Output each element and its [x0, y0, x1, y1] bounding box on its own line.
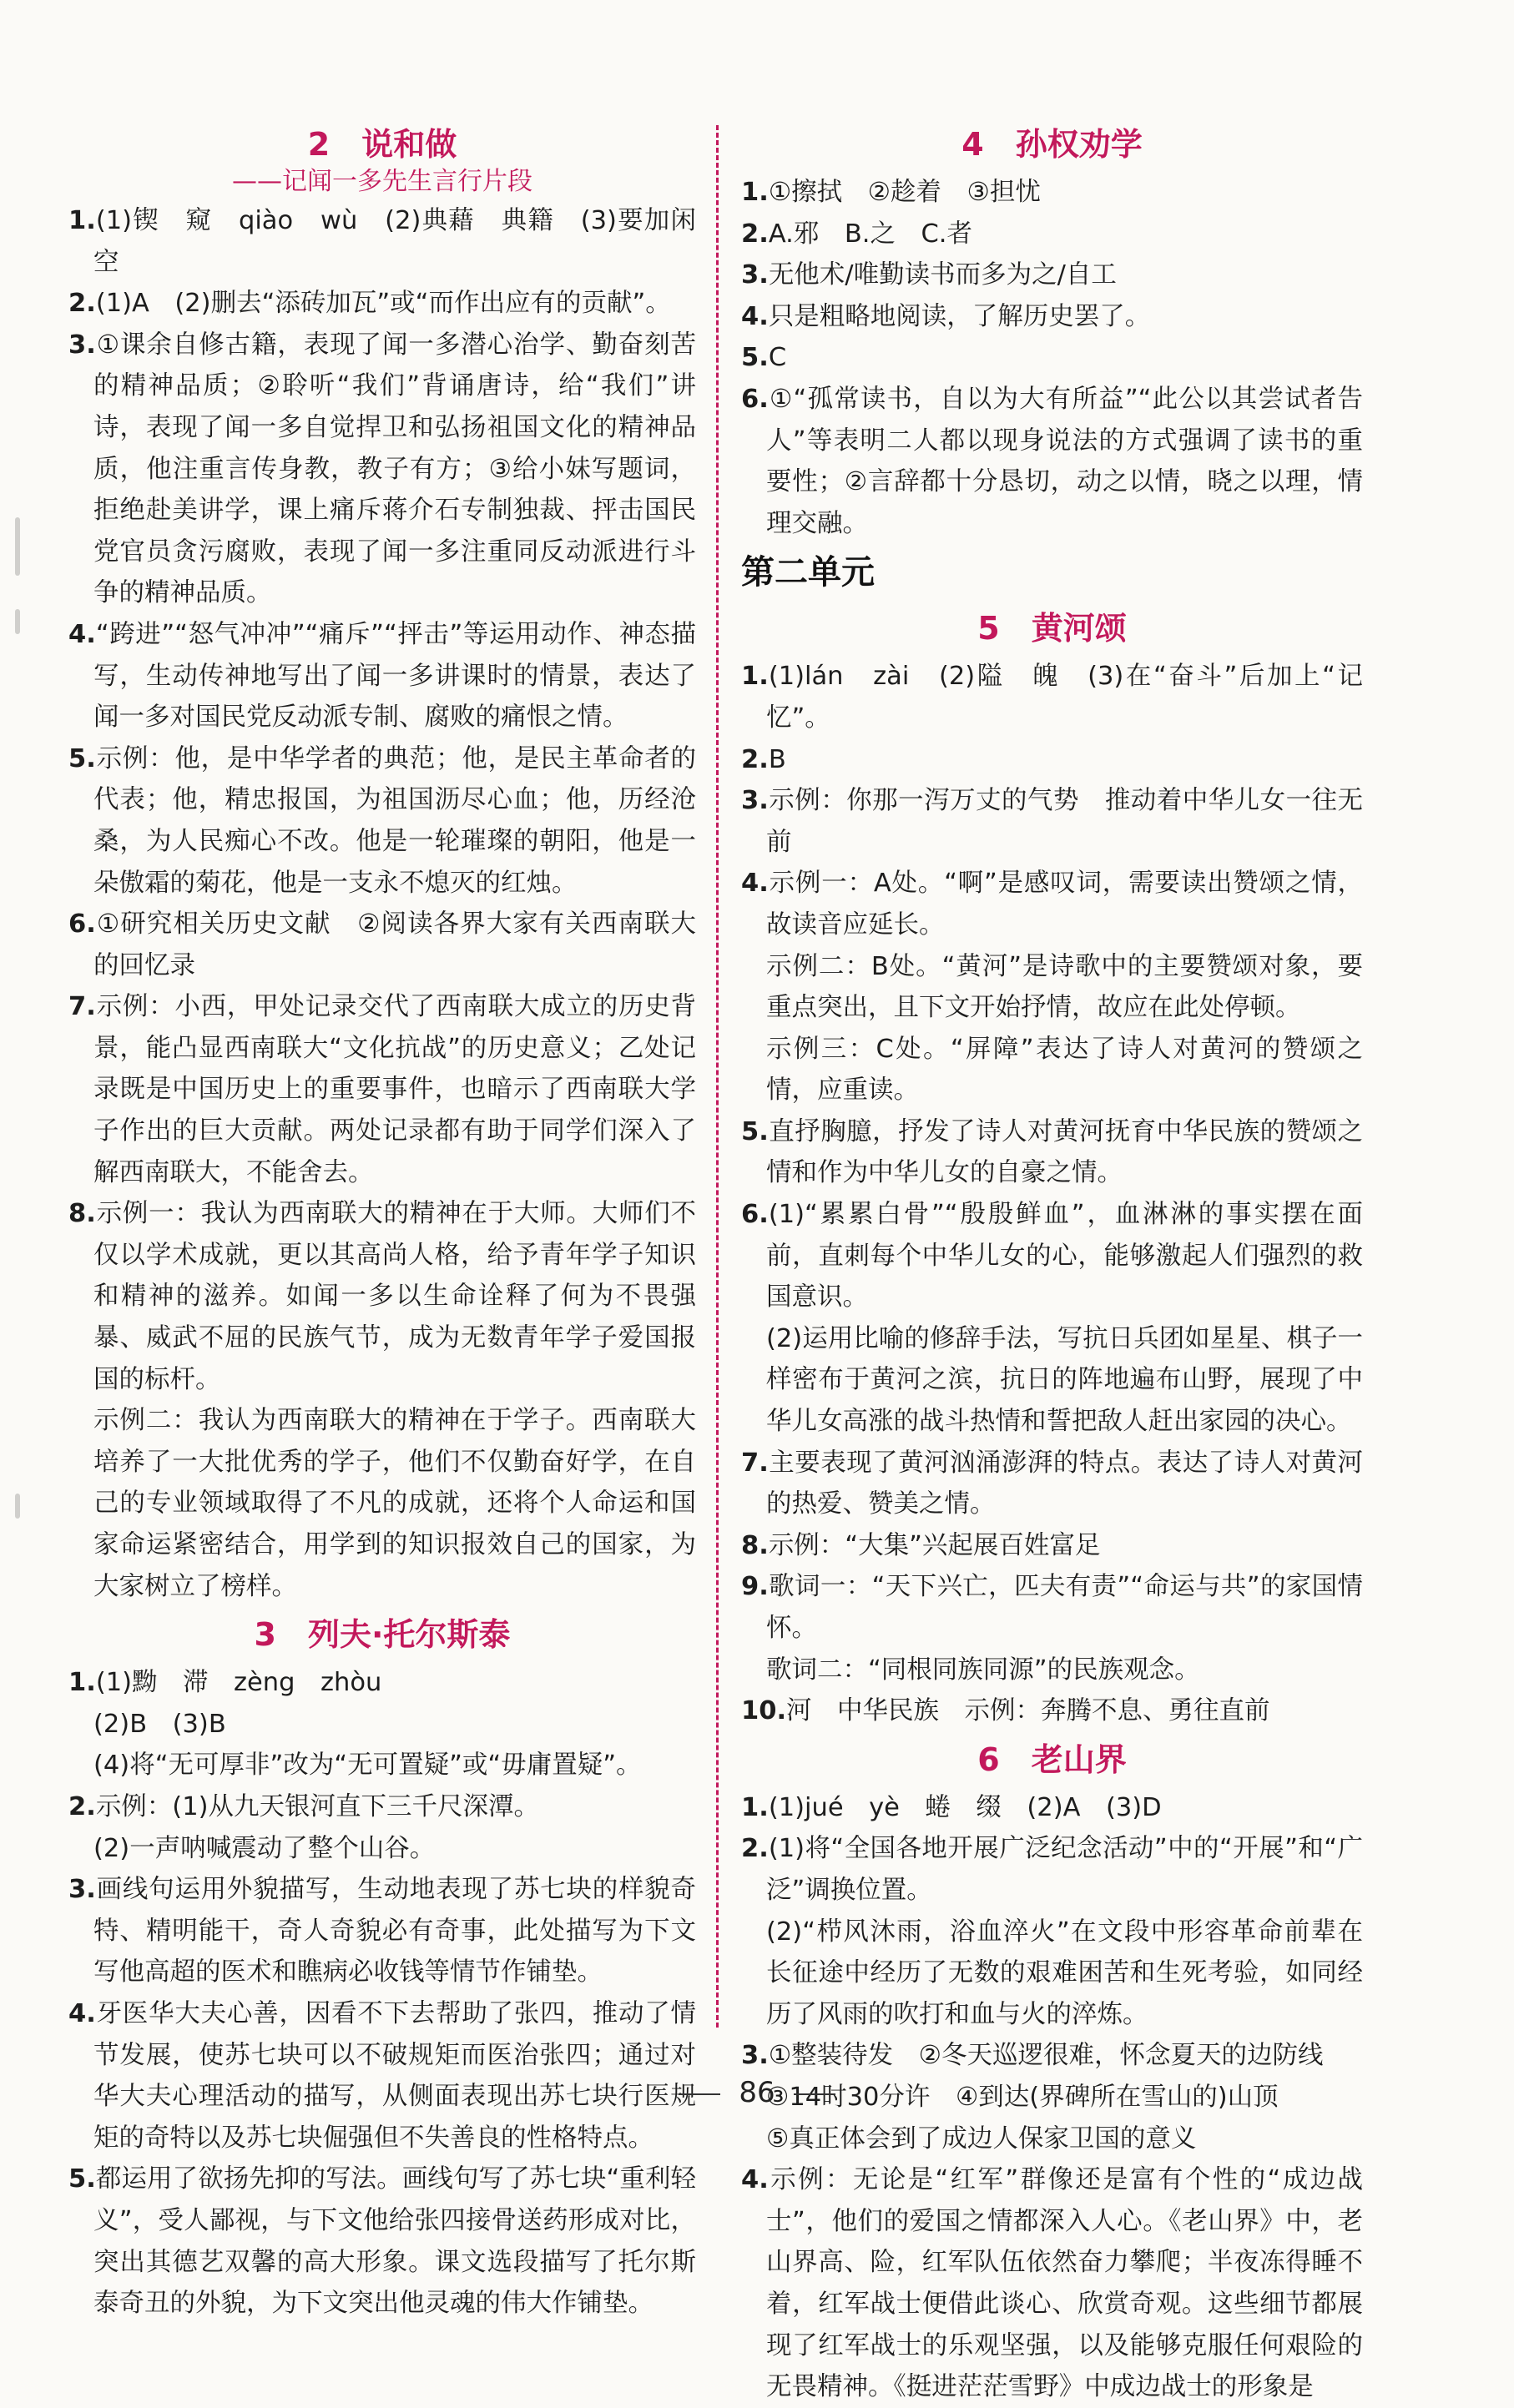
item-number: 9. [741, 1572, 769, 1602]
item-text: ①课余自修古籍，表现了闻一多潜心治学、勤奋刻苦的精神品质；②聆听“我们”背诵唐诗，给“我们”讲诗，表现了闻一多自觉捍卫和弘扬祖国文化的精神品质，他注重言传身教，教子有方；③给小妹写题词，拒绝赴美讲学，课上痛斥蒋介石专制独裁、抨击国民党官员贪污腐败，表现了闻一多注重同反动派进行斗争的精神品质。 [93, 330, 696, 608]
answer-item [741, 1443, 1363, 1525]
item-number: 8. [741, 1530, 769, 1560]
answer-item [741, 1525, 1363, 1567]
lesson-number: 2 [307, 126, 331, 163]
answer-item [68, 986, 696, 1193]
item-number: 2. [741, 1834, 769, 1864]
answer-item [741, 1828, 1363, 1911]
right-column [741, 117, 1363, 2408]
item-number: 8. [68, 1199, 96, 1229]
item-text: 示例：你那一泻万丈的气势 推动着中华儿女一往无前 [766, 786, 1363, 857]
item-text: 示例一：我认为西南联大的精神在于大师。大师们不仅以学术成就，更以其高尚人格，给予青年学子知识和精神的滋养。如闻一多以生命诠释了何为不畏强暴、威武不屈的民族气节，成为无数青年学子爱国报国的标杆。 [93, 1199, 696, 1394]
answer-item [741, 337, 1363, 379]
item-number: 3. [68, 330, 96, 360]
item-text: 无他术/唯勤读书而多为之/自工 [768, 260, 1117, 290]
item-number: 3. [741, 2041, 769, 2071]
item-text: 直抒胸臆，抒发了诗人对黄河抚育中华民族的赞颂之情和作为中华儿女的自豪之情。 [766, 1116, 1363, 1188]
page-dash [794, 2093, 835, 2095]
item-text: 示例：无论是“红军”群像还是富有个性的“成边战士”，他们的爱国之情都深入人心。《老山界》中，老山界高、险，红军队伍依然奋力攀爬；半夜冻得睡不着，红军战士便借此谈心、欣赏奇观。这些细节都展现了红军战士的乐观坚强，以及能够克服任何艰险的无畏精神。《挺进茫茫雪野》中成边战士的形象是 [766, 2165, 1363, 2402]
answer-continuation: (2)运用比喻的修辞手法，写抗日兵团如星星、棋子一样密布于黄河之滨，抗日的阵地遍布山野，展现了中华儿女高涨的战斗热情和誓把敌人赶出家园的决心。 [766, 1323, 1363, 1437]
page-dash [679, 2093, 720, 2095]
page-number-text: 86 [739, 2076, 775, 2109]
item-text: 只是粗略地阅读，了解历史罢了。 [768, 301, 1151, 331]
item-number: 2. [68, 289, 96, 319]
column-divider [716, 125, 719, 2028]
item-text: ①研究相关历史文献 ②阅读各界大家有关西南联大的回忆录 [93, 909, 696, 980]
lesson-name: 老山界 [1031, 1741, 1127, 1778]
answer-list [741, 656, 1363, 1731]
answer-item [741, 863, 1363, 945]
lesson-name: 孙权劝学 [1015, 126, 1143, 163]
answer-continuation: (2)一声呐喊震动了整个山谷。 [93, 1833, 436, 1863]
answer-item [741, 1787, 1363, 1829]
item-text: ①擦拭 ②趁着 ③担忧 [768, 178, 1041, 207]
item-text: 示例：他，是中华学者的典范；他，是民主革命者的代表；他，精忠报国，为祖国沥尽心血；他，历经沧桑，为人民痴心不改。他是一轮璀璨的朝阳，他是一朵傲霜的菊花，他是一支永不熄灭的红烛。 [93, 743, 696, 898]
answer-item [741, 1566, 1363, 1649]
lesson-name: 列夫·托尔斯泰 [308, 1616, 511, 1654]
item-number: 7. [68, 992, 96, 1022]
item-text: 河 中华民族 示例：奔腾不息、勇往直前 [786, 1696, 1270, 1726]
answer-continuation: ③14时30分许 ④到达(界碑所在雪山的)山顶 [766, 2082, 1279, 2112]
answer-continuation: (2)B (3)B [93, 1709, 226, 1739]
item-text: (1)锲 窥 qiào wù (2)典藉 典籍 (3)要加闲空 [93, 206, 696, 277]
item-number: 4. [741, 2165, 769, 2195]
answer-item [68, 1786, 696, 1828]
lesson-number: 3 [254, 1616, 276, 1654]
answer-item [741, 254, 1363, 296]
item-number: 5. [68, 743, 96, 773]
item-number: 4. [741, 869, 769, 899]
item-number: 2. [741, 219, 769, 249]
lesson-title [741, 1732, 1363, 1787]
item-text: ①整装待发 ②冬天巡逻很难，怀念夏天的边防线 [768, 2041, 1324, 2071]
item-number: 1. [741, 662, 769, 692]
item-text: “跨进”“怒气冲冲”“痛斥”“抨击”等运用动作、神态描写，生动传神地写出了闻一多讲课时的情景，表达了闻一多对国民党反动派专制、腐败的痛恨之情。 [93, 619, 696, 733]
item-number: 4. [68, 1998, 96, 2028]
answer-item [741, 1690, 1363, 1732]
scan-mark [15, 609, 20, 634]
item-number: 2. [741, 744, 769, 774]
lesson-name: 黄河颂 [1031, 610, 1127, 647]
answer-item [741, 379, 1363, 544]
page-number [0, 2076, 1514, 2109]
answer-item [741, 296, 1363, 338]
item-number: 6. [68, 909, 96, 940]
answer-continuation: 示例二：B处。“黄河”是诗歌中的主要赞颂对象，要重点突出，且下文开始抒情，故应在此处停顿。 [766, 951, 1363, 1023]
item-text: 画线句运用外貌描写，生动地表现了苏七块的样貌奇特、精明能干，奇人奇貌必有奇事，此处描写为下文写他高超的医术和瞧病必收钱等情节作铺垫。 [93, 1875, 696, 1987]
lesson-title [741, 601, 1363, 656]
answer-item [68, 283, 696, 325]
lesson-subtitle: ——记闻一多先生言行片段 [232, 167, 532, 196]
item-text: A.邪 B.之 C.者 [768, 219, 972, 249]
answer-continuation: 示例三：C处。“屏障”表达了诗人对黄河的赞颂之情，应重读。 [766, 1034, 1363, 1106]
lesson-title [741, 117, 1363, 172]
answer-item [741, 172, 1363, 214]
answer-item [741, 1111, 1363, 1194]
answer-continuation: (2)“栉风沐雨，浴血淬火”在文段中形容革命前辈在长征途中经历了无数的艰难困苦和生死考验，如同经历了风雨的吹打和血与火的淬炼。 [766, 1917, 1363, 2029]
lesson-name: 说和做 [361, 126, 457, 163]
item-number: 6. [741, 1200, 769, 1230]
item-text: (1)A (2)删去“添砖加瓦”或“而作出应有的贡献”。 [95, 289, 671, 319]
answer-item [68, 614, 696, 738]
item-number: 1. [68, 1668, 96, 1698]
item-text: 示例：“大集”兴起展百姓富足 [768, 1530, 1101, 1560]
answer-item [741, 214, 1363, 255]
item-text: (1)“累累白骨”“殷殷鲜血”，血淋淋的事实摆在面前，直刺每个中华儿女的心，能够激起人们强烈的救国意识。 [766, 1200, 1363, 1312]
answer-continuation: 歌词二：“同根同族同源”的民族观念。 [766, 1655, 1200, 1685]
lesson-number: 6 [977, 1741, 1000, 1778]
item-text: 都运用了欲扬先抑的写法。画线句写了苏七块“重利轻义”，受人鄙视，与下文他给张四接骨送药形成对比，突出其德艺双馨的高大形象。课文选段描写了托尔斯泰奇丑的外貌，为下文突出他灵魂的伟大作铺垫。 [93, 2164, 696, 2319]
answer-item [68, 738, 696, 904]
item-text: 示例：小西，甲处记录交代了西南联大成立的历史背景，能凸显西南联大“文化抗战”的历史意义；乙处记录既是中国历史上的重要事件，也暗示了西南联大学子作出的巨大贡献。两处记录都有助于同学们深入了解西南联大，不能舍去。 [93, 992, 696, 1187]
item-number: 3. [741, 260, 769, 290]
item-number: 5. [68, 2164, 96, 2194]
answer-continuation: ⑤真正体会到了成边人保家卫国的意义 [766, 2123, 1197, 2154]
item-number: 3. [68, 1875, 96, 1905]
item-text: 主要表现了黄河汹涌澎湃的特点。表达了诗人对黄河的热爱、赞美之情。 [766, 1448, 1363, 1519]
answer-item [68, 200, 696, 283]
answer-list [68, 200, 696, 1607]
answer-item [741, 739, 1363, 781]
answer-item [68, 1869, 696, 1993]
answer-item [68, 2159, 696, 2324]
item-number: 1. [741, 178, 769, 207]
answer-item [741, 2035, 1363, 2077]
item-text: (1)lán zài (2)隘 魄 (3)在“奋斗”后加上“记忆”。 [766, 662, 1363, 733]
item-text: 歌词一：“天下兴亡，匹夫有责”“命运与共”的家国情怀。 [766, 1572, 1363, 1643]
answer-continuation: (4)将“无可厚非”改为“无可置疑”或“毋庸置疑”。 [93, 1751, 642, 1781]
item-text: (1)黝 滞 zèng zhòu [95, 1668, 382, 1698]
answer-item [68, 904, 696, 986]
scan-mark [15, 517, 20, 576]
unit-heading: 第二单元 [741, 553, 875, 592]
lesson-number: 4 [961, 126, 984, 163]
item-number: 3. [741, 786, 769, 816]
item-text: 示例：(1)从九天银河直下三千尺深潭。 [95, 1791, 540, 1821]
answer-item [68, 1662, 696, 1704]
answer-item [741, 780, 1363, 863]
item-number: 7. [741, 1448, 769, 1478]
answer-item [741, 1194, 1363, 1318]
scan-mark [15, 1494, 20, 1519]
item-text: (1)将“全国各地开展广泛纪念活动”中的“开展”和“广泛”调换位置。 [766, 1834, 1363, 1905]
item-text: 牙医华大夫心善，因看不下去帮助了张四，推动了情节发展，使苏七块可以不破规矩而医治张四；通过对华大夫心理活动的描写，从侧面表现出苏七块行医规矩的奇特以及苏七块倔强但不失善良的性格特点。 [93, 1998, 696, 2153]
item-text: ①“孤常读书，自以为大有所益”“此公以其尝试者告人”等表明二人都以现身说法的方式强调了读书的重要性；②言辞都十分恳切，动之以情，晓之以理，情理交融。 [766, 384, 1363, 538]
answer-continuation: 示例二：我认为西南联大的精神在于学子。西南联大培养了一大批优秀的学子，他们不仅勤奋好学，在自己的专业领域取得了不凡的成就，还将个人命运和国家命运紧密结合，用学到的知识报效自己的国家，为大家树立了榜样。 [93, 1406, 696, 1601]
item-text: C [768, 343, 787, 373]
answer-list [68, 1662, 696, 2325]
lesson-title [68, 117, 696, 172]
item-number: 2. [68, 1791, 96, 1821]
item-text: (1)jué yè 蜷 缀 (2)A (3)D [768, 1792, 1162, 1822]
item-text: B [768, 744, 786, 774]
answer-item [741, 656, 1363, 738]
answer-item [68, 325, 696, 614]
lesson-title [68, 1607, 696, 1662]
item-number: 1. [68, 206, 96, 235]
answer-list [741, 172, 1363, 544]
answer-item [68, 1193, 696, 1400]
item-number: 4. [741, 301, 769, 331]
item-number: 10. [741, 1696, 787, 1726]
item-number: 6. [741, 384, 769, 414]
item-number: 5. [741, 343, 769, 373]
item-number: 1. [741, 1792, 769, 1822]
item-number: 4. [68, 619, 96, 649]
left-column [68, 117, 696, 2325]
item-text: 示例一：A处。“啊”是感叹词，需要读出赞颂之情，故读音应延长。 [766, 869, 1363, 940]
item-number: 5. [741, 1116, 769, 1146]
lesson-number: 5 [977, 610, 1000, 647]
answer-item [741, 2159, 1363, 2408]
